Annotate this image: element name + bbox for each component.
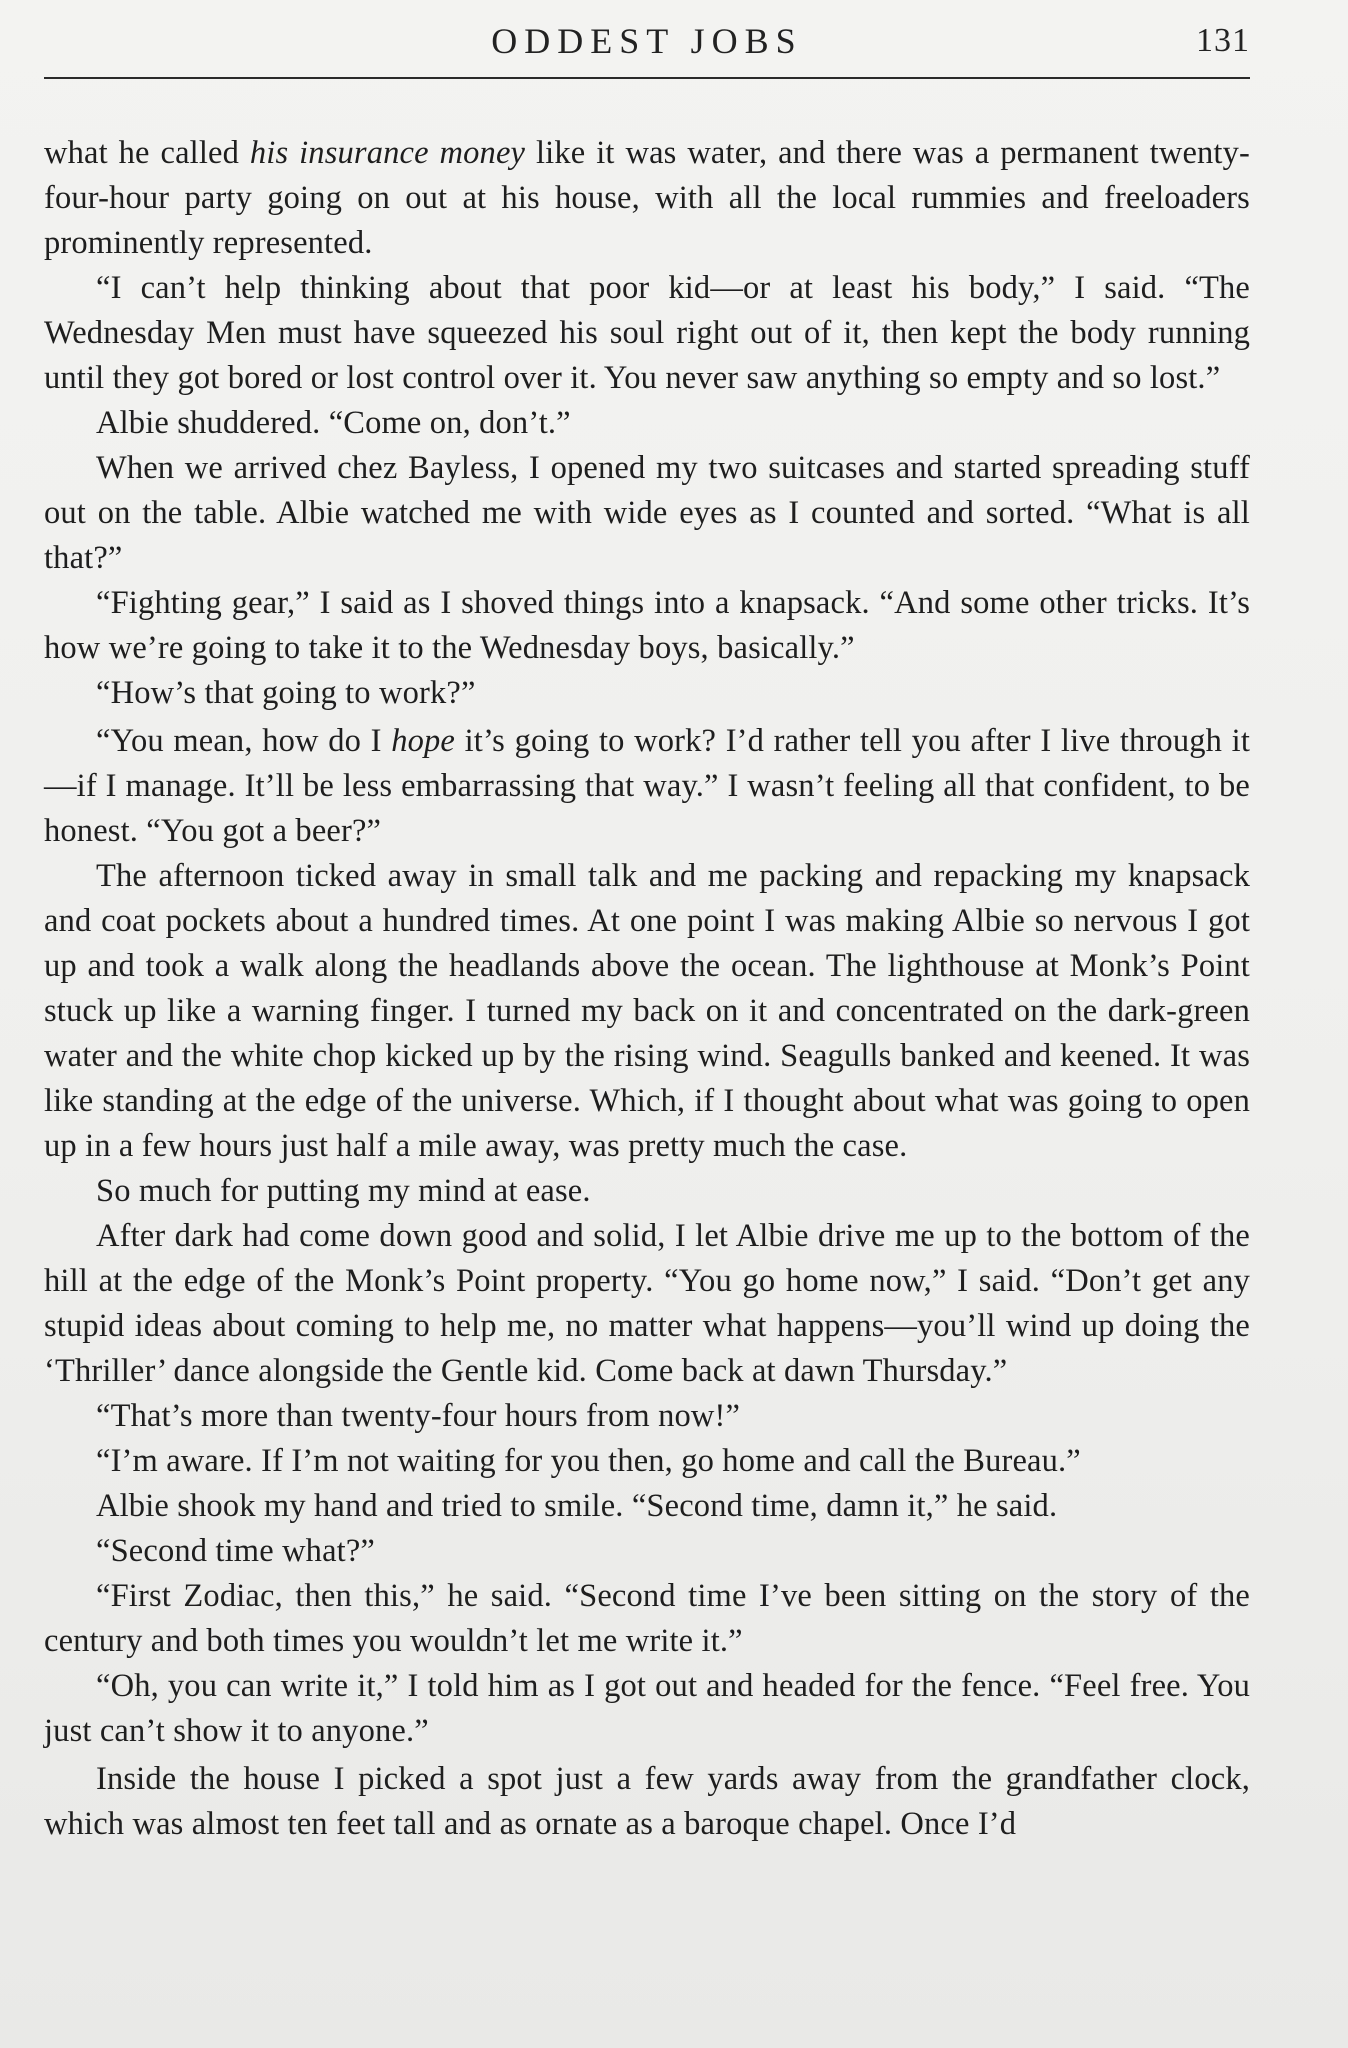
page-number: 131 [1196,22,1250,59]
emphasis: his insurance money [249,135,526,171]
paragraph-10: After dark had come down good and solid, I let Albie drive me up to the bottom of the hill at the edge of the Monk’s Point property. “You go home now,” I said. “Don’t get any stupid ideas about coming to help me, no matter what happens—you’ll wind up doing the ‘Thriller’ dance alongside the Gentle kid. Come back at dawn Thursday.” [44,1218,1250,1389]
paragraph-8: The afternoon ticked away in small talk and me packing and repacking my knapsack and coat pockets about a hundred times. At one point I was making Albie so nervous I got up and took a walk along the headlands above the ocean. The lighthouse at Monk’s Point stuck up like a warning finger. I turned my back on it and concentrated on the dark-green water and the white chop kicked up by the rising wind. Seagulls banked and keened. It was like standing at the edge of the universe. Which, if I thought about what was going to open up in a few hours just half a mile away, was pretty much the case. [44,858,1250,1164]
paragraph-11: “That’s more than twenty-four hours from now!” [96,1398,741,1434]
running-title: ODDEST JOBS [491,21,803,61]
paragraph-7 [44,719,1250,854]
paragraph-3: Albie shuddered. “Come on, don’t.” [96,405,571,441]
paragraph-12: “I’m aware. If I’m not waiting for you then, go home and call the Bureau.” [96,1443,1081,1479]
paragraph-4: When we arrived chez Bayless, I opened my two suitcases and started spreading stuff out on the table. Albie watched me with wide eyes as I counted and sorted. “What is all that?” [44,450,1250,576]
text-run: what he called [44,135,250,171]
paragraph-2: “I can’t help thinking about that poor kid—or at least his body,” I said. “The Wednesday Men must have squeezed his soul right out of it, then kept the body running until they got bored or lost control over it. You never saw anything so empty and so lost.” [44,270,1250,396]
paragraph-9: So much for putting my mind at ease. [96,1173,591,1209]
paragraph-15: “First Zodiac, then this,” he said. “Second time I’ve been sitting on the story of the century and both times you wouldn’t let me write it.” [44,1578,1250,1659]
paragraph-6: “How’s that going to work?” [96,675,476,711]
paragraph-16: “Oh, you can write it,” I told him as I got out and headed for the fence. “Feel free. You just can’t show it to anyone.” [44,1668,1250,1749]
running-head [44,14,1250,78]
paragraph-14: “Second time what?” [96,1533,375,1569]
emphasis: hope [391,723,456,759]
text-run: it’s going to work? I’d rather tell you after I live through it—if I manage. It’ll be less embarrassing that way.” I wasn’t feeling all that confident, to be honest. “You got a beer?” [44,723,1250,849]
paragraph-17: Inside the house I picked a spot just a few yards away from the grandfather clock, which was almost ten feet tall and as ornate as a baroque chapel. Once I’d [44,1761,1250,1842]
body-text [44,131,1250,1847]
paragraph-1 [44,131,1250,266]
text-run: “You mean, how do I [96,723,392,759]
paragraph-5: “Fighting gear,” I said as I shoved things into a knapsack. “And some other tricks. It’s how we’re going to take it to the Wednesday boys, basically.” [44,585,1250,666]
header-rule [44,77,1250,79]
paragraph-13: Albie shook my hand and tried to smile. “Second time, damn it,” he said. [96,1488,1058,1524]
text-run: like it was water, and there was a permanent twenty-four-hour party going on out at his house, with all the local rummies and freeloaders prominently represented. [44,135,1250,261]
